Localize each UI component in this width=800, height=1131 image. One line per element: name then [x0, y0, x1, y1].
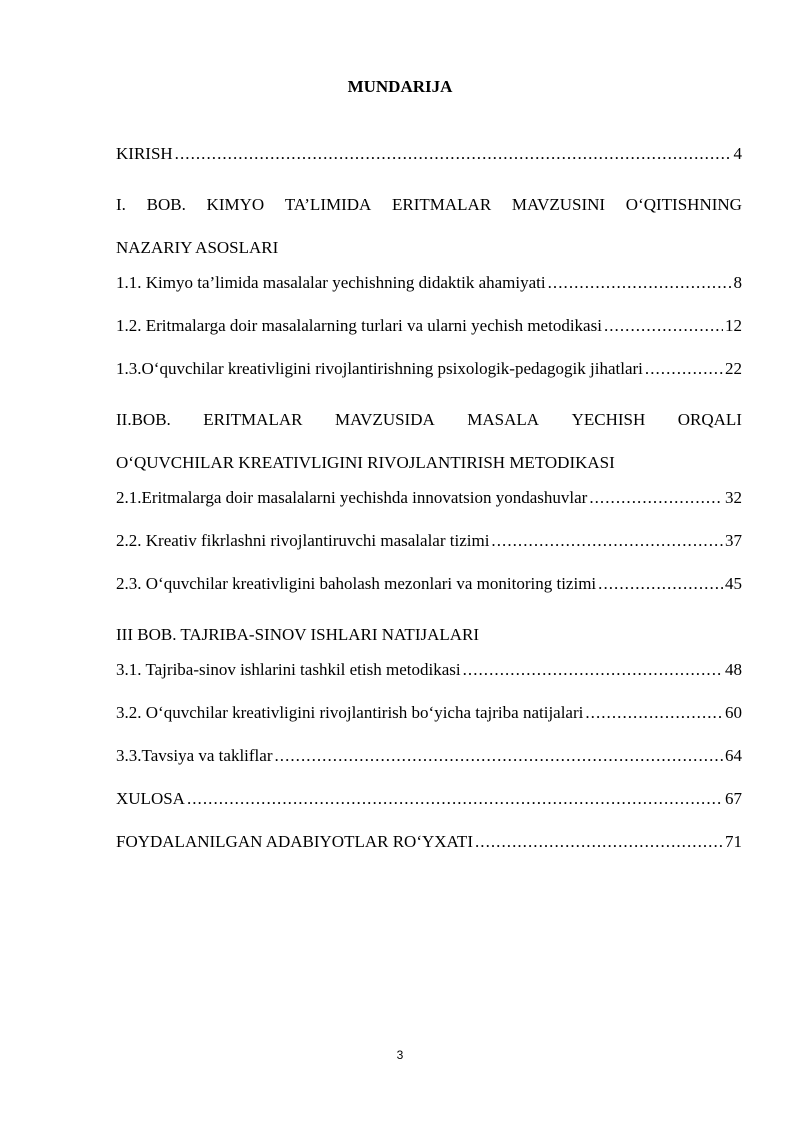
dot-leader — [598, 570, 723, 598]
toc-entry-page: 37 — [725, 531, 742, 550]
toc-entry-label: XULOSA — [116, 789, 185, 808]
toc-entry-1-3[interactable] — [116, 355, 742, 398]
toc-entry-page: 32 — [725, 488, 742, 507]
dot-leader — [589, 484, 723, 512]
dot-leader — [585, 699, 723, 727]
toc-entry-label: 2.1.Eritmalarga doir masalalarni yechishda innovatsion yondashuvlar — [116, 488, 588, 507]
dot-leader — [548, 269, 732, 297]
dot-leader — [274, 742, 723, 770]
chapter-2-heading-continued[interactable]: O‘QUVCHILAR KREATIVLIGINI RIVOJLANTIRISH METODIKASI — [116, 453, 615, 472]
toc-entry-2-2[interactable] — [116, 527, 742, 570]
toc-entry-adabiyotlar[interactable] — [116, 828, 742, 871]
toc-entry-page: 64 — [725, 746, 742, 765]
toc-entry-label: 1.3.O‘quvchilar kreativligini rivojlantirishning psixologik-pedagogik jihatlari — [116, 359, 643, 378]
table-of-contents — [116, 140, 742, 871]
chapter-1-heading-continued[interactable]: NAZARIY ASOSLARI — [116, 238, 279, 257]
toc-entry-label: 1.1. Kimyo ta’limida masalalar yechishning didaktik ahamiyati — [116, 273, 546, 292]
toc-entry-label: 3.1. Tajriba-sinov ishlarini tashkil etish metodikasi — [116, 660, 461, 679]
toc-entry-label: 3.3.Tavsiya va takliflar — [116, 746, 273, 765]
toc-entry-page: 67 — [725, 789, 742, 808]
dot-leader — [175, 140, 732, 168]
toc-entry-page: 48 — [725, 660, 742, 679]
page-number: 3 — [396, 1048, 404, 1062]
toc-entry-kirish[interactable] — [116, 140, 742, 183]
toc-entry-label: 2.3. O‘quvchilar kreativligini baholash mezonlari va monitoring tizimi — [116, 574, 597, 593]
heading-word: MAVZUSINI — [511, 195, 606, 214]
toc-entry-page: 22 — [725, 359, 742, 378]
heading-word: TA’LIMIDA — [284, 195, 372, 214]
heading-word: O‘QITISHNING — [625, 195, 742, 214]
dot-leader — [475, 828, 723, 856]
dot-leader — [463, 656, 723, 684]
toc-entry-2-1[interactable] — [116, 484, 742, 527]
heading-word: KIMYO — [206, 195, 265, 214]
toc-entry-2-3[interactable] — [116, 570, 742, 613]
toc-entry-1-1[interactable] — [116, 269, 742, 312]
dot-leader — [645, 355, 723, 383]
dot-leader — [187, 785, 723, 813]
chapter-2-heading[interactable] — [116, 398, 742, 441]
toc-entry-label: 3.2. O‘quvchilar kreativligini rivojlantirish bo‘yicha tajriba natijalari — [116, 703, 584, 722]
heading-word: ORQALI — [677, 410, 742, 429]
dot-leader — [491, 527, 723, 555]
heading-word: MAVZUSIDA — [334, 410, 435, 429]
heading-word: II.BOB. — [116, 410, 171, 429]
chapter-3-heading[interactable]: III BOB. TAJRIBA-SINOV ISHLARI NATIJALARI — [116, 625, 480, 644]
heading-word: MASALA — [467, 410, 540, 429]
toc-entry-label: 2.2. Kreativ fikrlashni rivojlantiruvchi masalalar tizimi — [116, 531, 490, 550]
toc-entry-3-1[interactable] — [116, 656, 742, 699]
toc-entry-page: 60 — [725, 703, 742, 722]
page-title: MUNDARIJA — [347, 77, 453, 96]
toc-entry-label: FOYDALANILGAN ADABIYOTLAR RO‘YXATI — [116, 832, 473, 851]
toc-entry-page: 71 — [725, 832, 742, 851]
toc-entry-page: 8 — [733, 273, 742, 292]
dot-leader — [604, 312, 723, 340]
heading-word: ERITMALAR — [203, 410, 303, 429]
toc-entry-page: 12 — [725, 316, 742, 335]
toc-entry-label: KIRISH — [116, 144, 173, 163]
toc-entry-page: 45 — [725, 574, 742, 593]
toc-entry-3-3[interactable] — [116, 742, 742, 785]
heading-word: I. — [116, 195, 126, 214]
chapter-1-heading[interactable] — [116, 183, 742, 226]
toc-entry-xulosa[interactable] — [116, 785, 742, 828]
toc-entry-label: 1.2. Eritmalarga doir masalalarning turlari va ularni yechish metodikasi — [116, 316, 602, 335]
toc-entry-page: 4 — [733, 144, 742, 163]
toc-entry-3-2[interactable] — [116, 699, 742, 742]
heading-word: YECHISH — [571, 410, 646, 429]
heading-word: BOB. — [146, 195, 186, 214]
toc-entry-1-2[interactable] — [116, 312, 742, 355]
heading-word: ERITMALAR — [392, 195, 492, 214]
